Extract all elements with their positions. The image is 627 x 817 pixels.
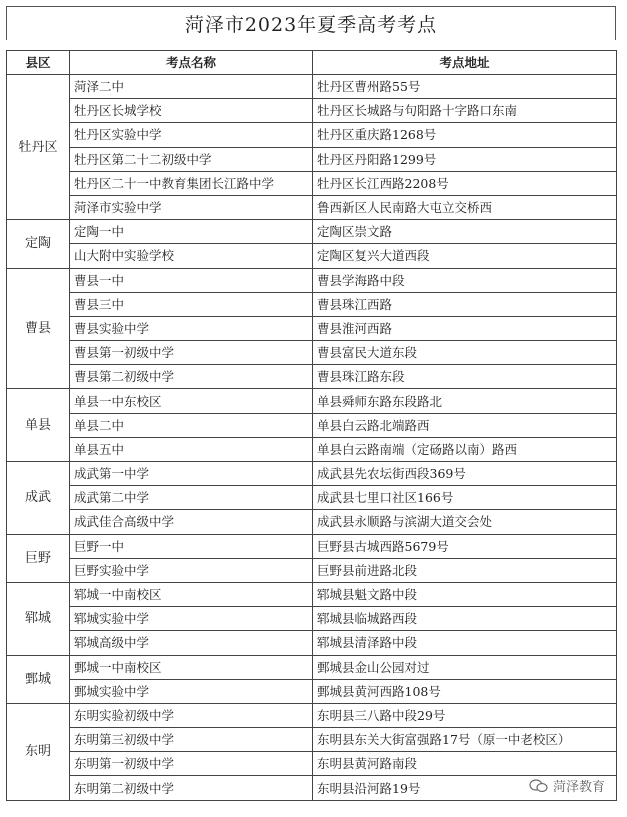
site-name-cell: 单县五中 [70, 437, 313, 461]
site-name-cell: 东明第一初级中学 [70, 752, 313, 776]
site-address-cell: 东明县东关大街富强路17号（原一中老校区） [313, 728, 617, 752]
site-name-cell: 东明实验初级中学 [70, 703, 313, 727]
table-row [7, 607, 617, 631]
site-address-cell: 巨野县古城西路5679号 [313, 534, 617, 558]
site-name-cell: 定陶一中 [70, 220, 313, 244]
site-name-cell: 曹县第二初级中学 [70, 365, 313, 389]
site-address-cell: 牡丹区长江西路2208号 [313, 171, 617, 195]
county-cell: 牡丹区 [7, 75, 70, 220]
site-name-cell: 成武第二中学 [70, 486, 313, 510]
site-name-cell: 郓城实验中学 [70, 607, 313, 631]
site-address-cell: 牡丹区丹阳路1299号 [313, 147, 617, 171]
table-row [7, 171, 617, 195]
header-site-name: 考点名称 [70, 51, 313, 75]
table-body [7, 75, 617, 801]
table-row [7, 728, 617, 752]
table-row [7, 365, 617, 389]
site-name-cell: 菏泽二中 [70, 75, 313, 99]
header-county: 县区 [7, 51, 70, 75]
site-address-cell: 鄄城县黄河西路108号 [313, 679, 617, 703]
wechat-icon [529, 779, 549, 793]
table-row [7, 341, 617, 365]
site-address-cell: 成武县永顺路与滨湖大道交会处 [313, 510, 617, 534]
site-address-cell: 牡丹区长城路与句阳路十字路口东南 [313, 99, 617, 123]
site-name-cell: 单县二中 [70, 413, 313, 437]
table-row [7, 292, 617, 316]
site-address-cell: 单县白云路北端路西 [313, 413, 617, 437]
site-address-cell: 牡丹区重庆路1268号 [313, 123, 617, 147]
county-cell: 单县 [7, 389, 70, 462]
site-address-cell: 东明县三八路中段29号 [313, 703, 617, 727]
table-row [7, 437, 617, 461]
site-name-cell: 曹县三中 [70, 292, 313, 316]
table-row [7, 631, 617, 655]
table-row [7, 703, 617, 727]
table-row [7, 220, 617, 244]
site-name-cell: 成武佳合高级中学 [70, 510, 313, 534]
site-address-cell: 成武县七里口社区166号 [313, 486, 617, 510]
county-cell: 鄄城 [7, 655, 70, 703]
site-address-cell: 郓城县清泽路中段 [313, 631, 617, 655]
site-name-cell: 郓城高级中学 [70, 631, 313, 655]
table-row [7, 534, 617, 558]
page-title: 菏泽市2023年夏季高考考点 [6, 6, 616, 40]
table-row [7, 147, 617, 171]
site-address-cell: 郓城县临城路西段 [313, 607, 617, 631]
site-address-cell: 定陶区复兴大道西段 [313, 244, 617, 268]
site-name-cell: 单县一中东校区 [70, 389, 313, 413]
site-name-cell: 郓城一中南校区 [70, 582, 313, 606]
site-name-cell: 鄄城一中南校区 [70, 655, 313, 679]
table-row [7, 389, 617, 413]
site-address-cell: 曹县淮河西路 [313, 316, 617, 340]
table-header-row [7, 51, 617, 75]
county-cell: 成武 [7, 462, 70, 535]
site-name-cell: 巨野实验中学 [70, 558, 313, 582]
site-address-cell: 单县白云路南端（定砀路以南）路西 [313, 437, 617, 461]
table-row [7, 486, 617, 510]
table-row [7, 75, 617, 99]
county-cell: 曹县 [7, 268, 70, 389]
site-address-cell: 定陶区崇文路 [313, 220, 617, 244]
table-row [7, 510, 617, 534]
table-row [7, 462, 617, 486]
site-address-cell: 曹县学海路中段 [313, 268, 617, 292]
table-row [7, 244, 617, 268]
table-row [7, 195, 617, 219]
site-address-cell: 曹县富民大道东段 [313, 341, 617, 365]
site-name-cell: 东明第三初级中学 [70, 728, 313, 752]
site-name-cell: 成武第一中学 [70, 462, 313, 486]
site-name-cell: 曹县一中 [70, 268, 313, 292]
site-name-cell: 山大附中实验学校 [70, 244, 313, 268]
site-name-cell: 鄄城实验中学 [70, 679, 313, 703]
site-address-cell: 牡丹区曹州路55号 [313, 75, 617, 99]
document-page [6, 6, 616, 810]
county-cell: 郓城 [7, 582, 70, 655]
table-row [7, 679, 617, 703]
site-address-cell: 单县舜师东路东段路北 [313, 389, 617, 413]
site-name-cell: 巨野一中 [70, 534, 313, 558]
watermark-text: 菏泽教育 [552, 780, 605, 795]
site-address-cell: 成武县先农坛街西段369号 [313, 462, 617, 486]
county-cell: 巨野 [7, 534, 70, 582]
site-address-cell: 东明县沿河路19号 [313, 776, 617, 800]
site-address-cell: 曹县珠江路东段 [313, 365, 617, 389]
watermark [529, 776, 605, 795]
site-name-cell: 曹县第一初级中学 [70, 341, 313, 365]
site-address-cell: 鄄城县金山公园对过 [313, 655, 617, 679]
site-name-cell: 牡丹区长城学校 [70, 99, 313, 123]
exam-sites-table [6, 50, 617, 801]
county-cell: 东明 [7, 703, 70, 800]
table-row [7, 123, 617, 147]
site-address-cell: 郓城县魁文路中段 [313, 582, 617, 606]
table-row [7, 776, 617, 800]
site-address-cell: 曹县珠江西路 [313, 292, 617, 316]
site-name-cell: 曹县实验中学 [70, 316, 313, 340]
site-address-cell: 鲁西新区人民南路大屯立交桥西 [313, 195, 617, 219]
table-row [7, 316, 617, 340]
table-row [7, 752, 617, 776]
header-site-address: 考点地址 [313, 51, 617, 75]
table-row [7, 655, 617, 679]
site-address-cell: 东明县黄河路南段 [313, 752, 617, 776]
table-row [7, 582, 617, 606]
site-name-cell: 牡丹区二十一中教育集团长江路中学 [70, 171, 313, 195]
table-row [7, 413, 617, 437]
site-name-cell: 菏泽市实验中学 [70, 195, 313, 219]
site-name-cell: 牡丹区实验中学 [70, 123, 313, 147]
site-name-cell: 东明第二初级中学 [70, 776, 313, 800]
table-row [7, 99, 617, 123]
county-cell: 定陶 [7, 220, 70, 268]
site-name-cell: 牡丹区第二十二初级中学 [70, 147, 313, 171]
site-address-cell: 巨野县前进路北段 [313, 558, 617, 582]
table-row [7, 268, 617, 292]
table-row [7, 558, 617, 582]
